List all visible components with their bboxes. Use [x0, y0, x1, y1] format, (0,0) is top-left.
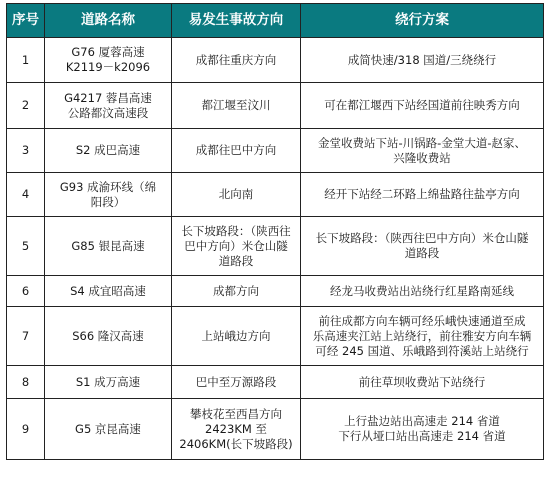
table-header-row [7, 4, 544, 38]
road-name-cell [45, 399, 172, 460]
accident-direction-line: 都江堰至汶川 [201, 98, 271, 112]
table-row [7, 399, 544, 460]
row-number: 5 [7, 217, 45, 276]
accident-direction-line: 攀枝花至西昌方向 [190, 406, 282, 421]
table-body [7, 38, 544, 460]
road-name-line: S66 隆汉高速 [72, 328, 144, 343]
accident-direction-cell [172, 83, 301, 129]
detour-plan-cell [301, 399, 544, 460]
header-accident-direction: 易发生事故方向 [172, 4, 301, 38]
road-name-cell [45, 276, 172, 307]
detour-plan-line: 上行盐边站出高速走 214 省道 [344, 414, 500, 428]
detour-plan-cell [301, 38, 544, 83]
accident-direction-line: 成都往巴中方向 [195, 143, 277, 157]
detour-plan-line: 道路段 [404, 246, 440, 260]
accident-direction-line: 北向南 [218, 187, 254, 201]
road-name-line: G85 银昆高速 [71, 238, 145, 253]
road-name-cell [45, 217, 172, 276]
table-row [7, 217, 544, 276]
detour-plan-line: 长下坡路段：（陕西往巴中方向）米仓山隧 [315, 231, 529, 245]
row-number: 9 [7, 399, 45, 460]
table-row [7, 38, 544, 83]
table-row [7, 83, 544, 129]
detour-plan-line: 经龙马收费站出站绕行红星路南延线 [330, 283, 514, 298]
accident-direction-line: 成都往重庆方向 [195, 52, 277, 67]
detour-table-container [6, 3, 544, 460]
road-name-cell [45, 38, 172, 83]
road-name-line: G4217 蓉昌高速 [64, 90, 152, 105]
accident-direction-cell [172, 38, 301, 83]
detour-plan-cell [301, 217, 544, 276]
accident-direction-line: 道路段 [218, 253, 254, 268]
table-row [7, 366, 544, 399]
detour-plan-cell [301, 366, 544, 399]
row-number: 8 [7, 366, 45, 399]
accident-direction-line: 巴中方向）米仓山隧 [184, 238, 288, 253]
accident-direction-cell [172, 399, 301, 460]
accident-direction-line: 长下坡路段：（陕西往 [181, 223, 291, 238]
detour-plan-line: 前往成都方向车辆可经乐峨快速通道至成 [318, 313, 526, 328]
accident-direction-line: 2406KM(长下坡路段) [179, 436, 293, 451]
table-row [7, 173, 544, 217]
accident-direction-line: 巴中至万源路段 [195, 374, 277, 389]
detour-plan-line: 可经 245 国道、乐峨路到符溪站上站绕行 [315, 343, 529, 358]
header-no: 序号 [7, 4, 45, 38]
road-name-cell [45, 173, 172, 217]
header-detour-plan: 绕行方案 [301, 4, 544, 38]
table-row [7, 276, 544, 307]
road-name-cell [45, 83, 172, 129]
row-number: 4 [7, 173, 45, 217]
accident-direction-cell [172, 217, 301, 276]
road-name-line: G5 京昆高速 [75, 421, 141, 436]
row-number: 1 [7, 38, 45, 83]
accident-direction-line: 上站峨边方向 [201, 328, 271, 343]
table-row [7, 129, 544, 173]
detour-plan-cell [301, 129, 544, 173]
detour-plan-cell [301, 307, 544, 366]
road-name-line: G93 成渝环线（绵 [59, 179, 157, 194]
detour-plan-cell [301, 276, 544, 307]
accident-direction-cell [172, 307, 301, 366]
detour-plan-line: 前往草坝收费站下站绕行 [358, 374, 486, 389]
detour-plan-line: 可在都江堰西下站经国道前往映秀方向 [324, 98, 520, 112]
accident-direction-cell [172, 129, 301, 173]
detour-table [6, 3, 544, 460]
road-name-cell [45, 366, 172, 399]
road-name-line: G76 厦蓉高速 [71, 45, 145, 59]
detour-plan-line: 金堂收费站下站-川锅路-金堂大道-赵家、 [318, 135, 526, 150]
accident-direction-line: 成都方向 [213, 283, 259, 298]
detour-plan-cell [301, 83, 544, 129]
detour-plan-line: 乐高速夹江站上站绕行，前往雅安方向车辆 [312, 328, 532, 343]
road-name-line: 阳段） [90, 194, 126, 209]
header-road-name: 道路名称 [45, 4, 172, 38]
detour-plan-line: 成简快速/318 国道/三绕绕行 [347, 52, 497, 67]
detour-plan-cell [301, 173, 544, 217]
accident-direction-cell [172, 173, 301, 217]
accident-direction-cell [172, 366, 301, 399]
road-name-cell [45, 307, 172, 366]
detour-plan-line: 兴隆收费站 [393, 150, 451, 165]
detour-plan-line: 经开下站经二环路上绵盐路往盐亭方向 [324, 187, 520, 201]
row-number: 6 [7, 276, 45, 307]
road-name-line: S4 成宜昭高速 [70, 283, 146, 298]
road-name-cell [45, 129, 172, 173]
row-number: 3 [7, 129, 45, 173]
road-name-line: S1 成万高速 [75, 374, 141, 389]
row-number: 2 [7, 83, 45, 129]
road-name-line: 公路都汶高速段 [67, 105, 149, 120]
road-name-line: S2 成巴高速 [75, 143, 141, 157]
table-row [7, 307, 544, 366]
accident-direction-line: 2423KM 至 [205, 421, 267, 436]
detour-plan-line: 下行从垭口站出高速走 214 省道 [338, 429, 506, 443]
row-number: 7 [7, 307, 45, 366]
accident-direction-cell [172, 276, 301, 307]
road-name-line: K2119－k2096 [65, 60, 151, 74]
